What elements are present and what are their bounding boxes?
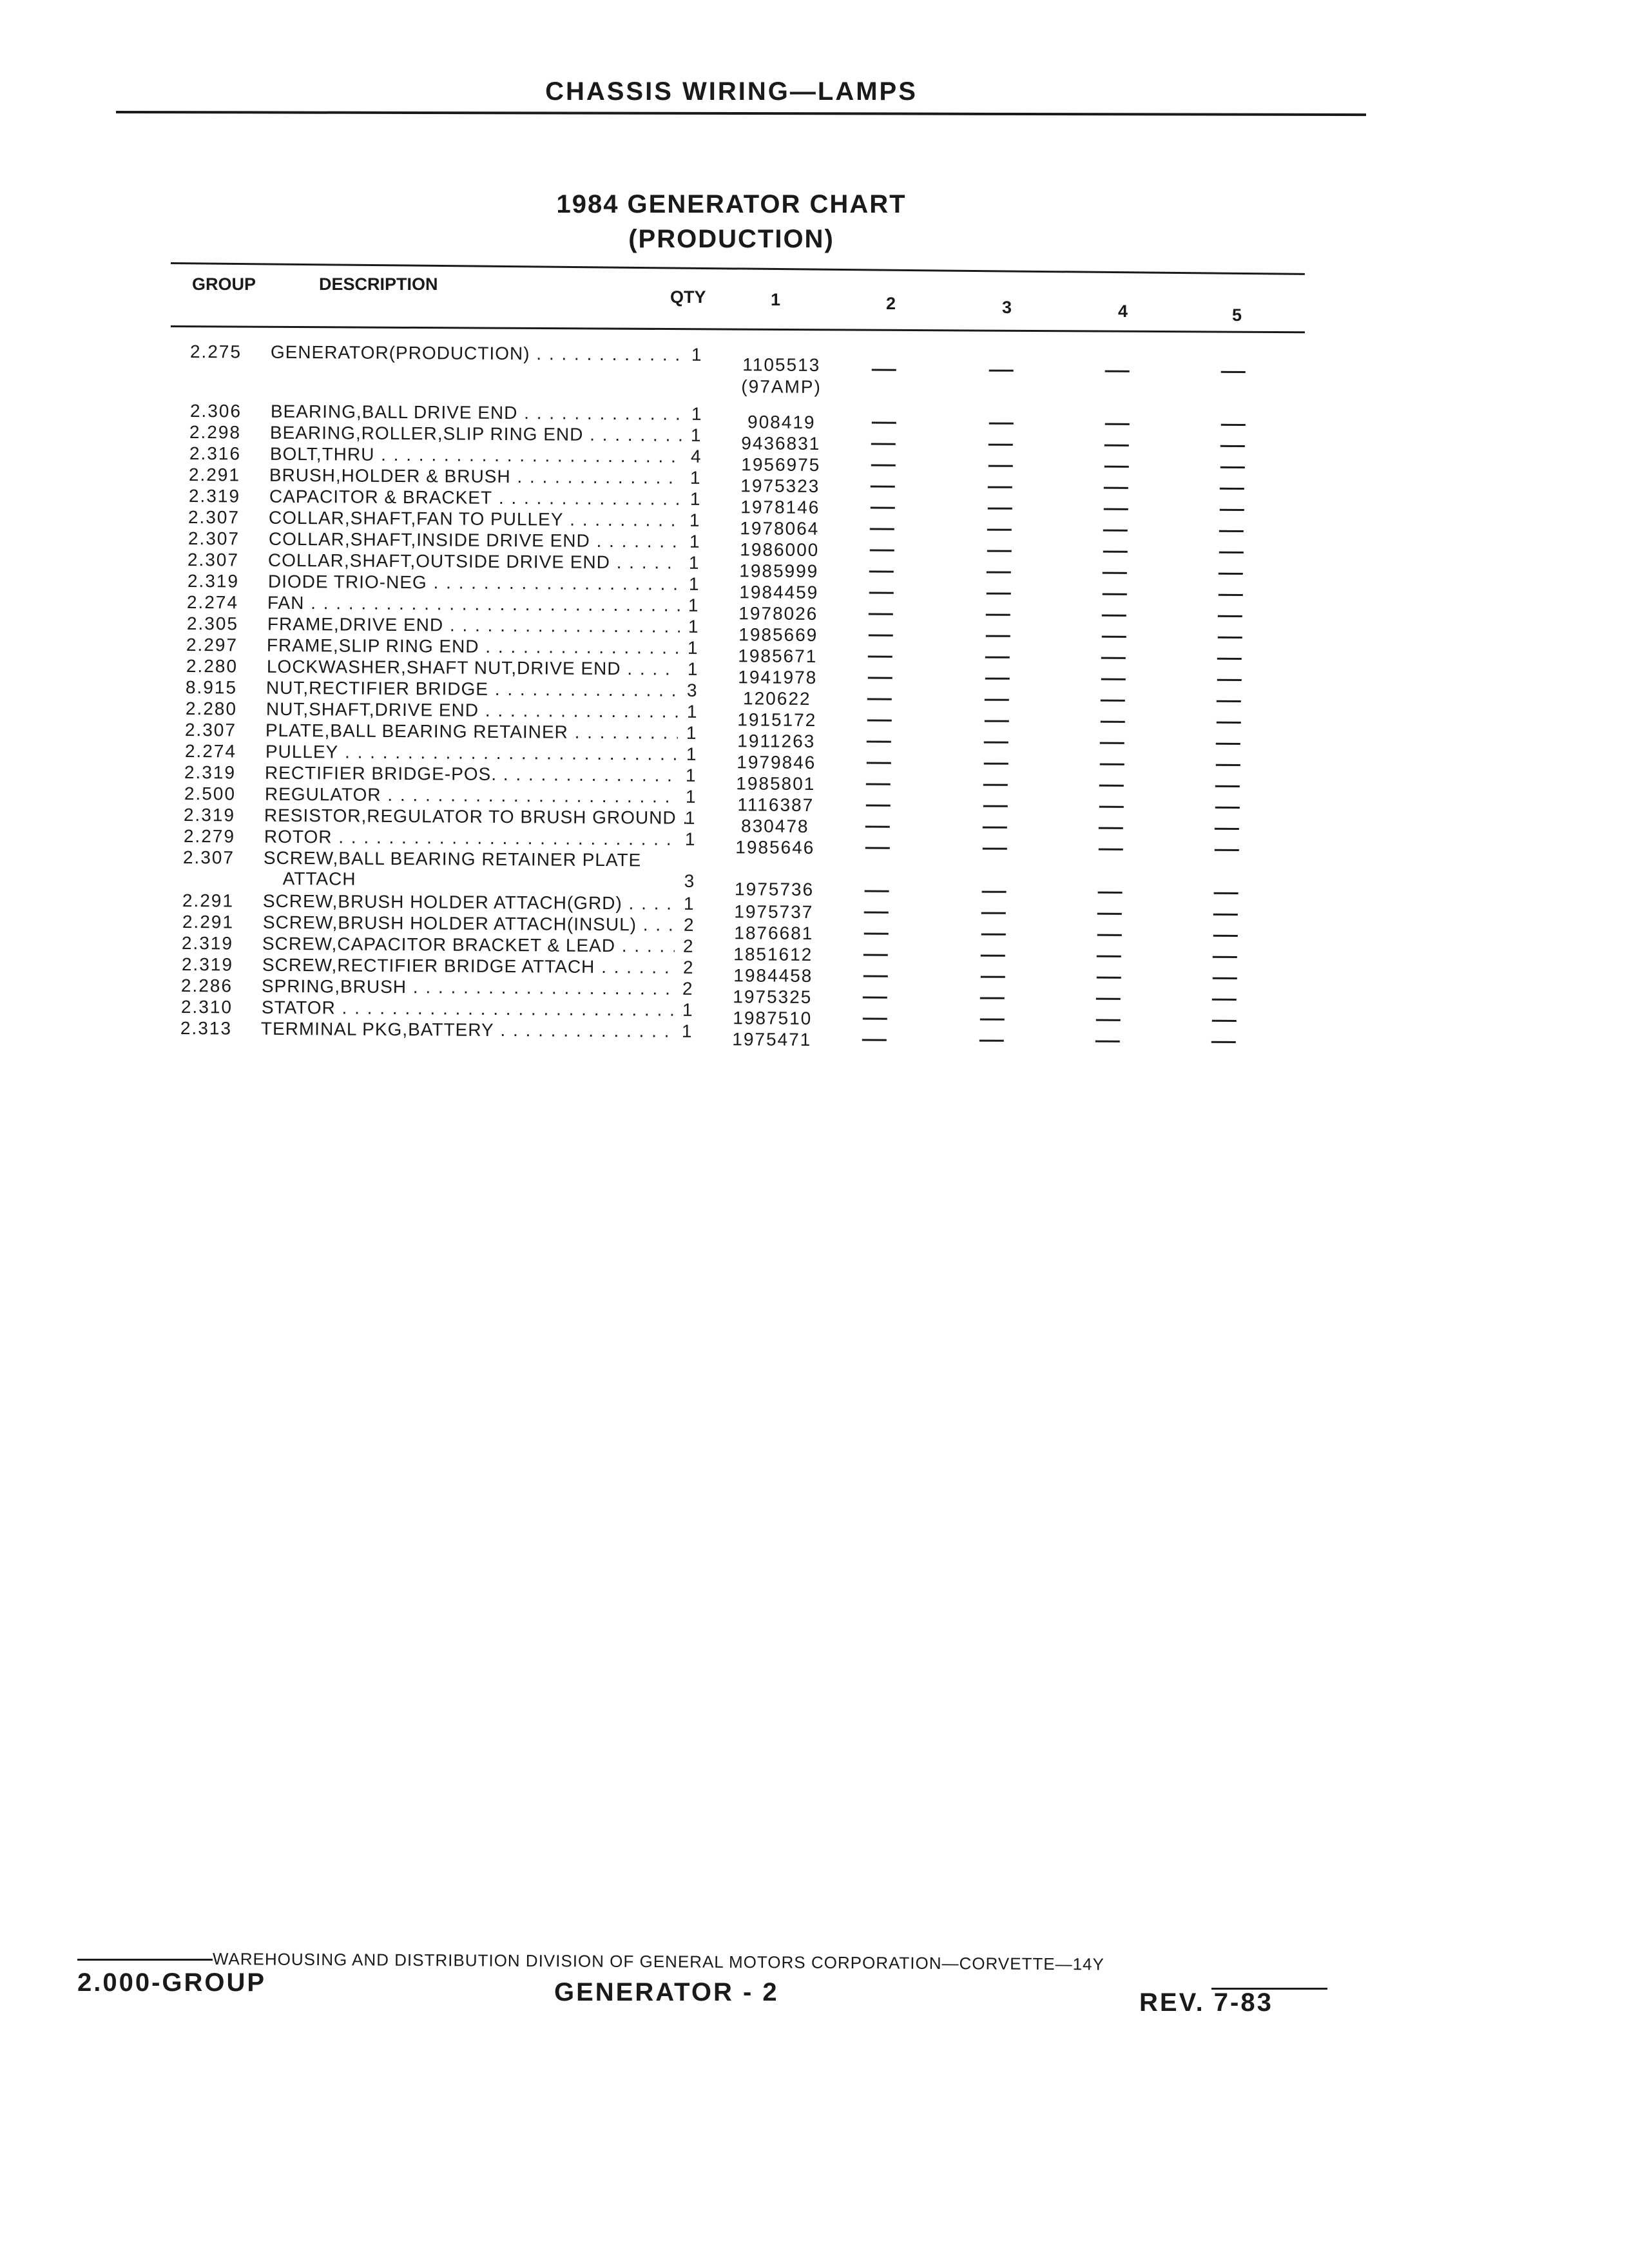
dash-col-2 — [862, 1039, 887, 1041]
dash-col-5 — [1220, 466, 1245, 468]
group-number: 2.298 — [189, 422, 242, 443]
dash-col-3 — [989, 370, 1014, 372]
group-number: 2.291 — [182, 912, 235, 932]
dash-col-4 — [1101, 657, 1126, 659]
part-description: FRAME,SLIP RING END . . . — [267, 635, 679, 658]
dash-col-5 — [1219, 594, 1243, 596]
dash-col-3 — [986, 635, 1010, 637]
dash-col-5 — [1213, 914, 1238, 916]
table-top-rule — [171, 262, 1305, 275]
quantity: 1 — [688, 616, 699, 637]
dash-col-2 — [867, 762, 891, 764]
part-number: 1985646 — [735, 837, 815, 858]
column-header-4: 4 — [1118, 302, 1128, 321]
dash-col-5 — [1211, 1041, 1236, 1043]
part-description: STATOR . . . — [262, 997, 674, 1021]
column-header-description: DESCRIPTION — [319, 274, 438, 294]
dash-col-2 — [866, 804, 891, 806]
quantity: 1 — [688, 552, 699, 573]
dash-col-2 — [869, 634, 893, 636]
dash-col-3 — [983, 805, 1008, 807]
part-number: 1975737 — [734, 901, 814, 922]
dash-col-2 — [871, 485, 895, 487]
group-number: 2.313 — [180, 1018, 233, 1039]
quantity: 1 — [683, 893, 694, 914]
part-description: RECTIFIER BRIDGE-POS. . . . — [265, 763, 677, 786]
dash-col-5 — [1213, 977, 1237, 979]
part-number: 9436831 — [741, 433, 821, 454]
quantity: 1 — [691, 344, 702, 365]
group-number: 2.274 — [186, 592, 239, 613]
dash-col-3 — [987, 529, 1012, 531]
part-description: FAN . . . — [267, 593, 680, 616]
dash-col-4 — [1101, 678, 1126, 680]
part-description: SCREW,RECTIFIER BRIDGE ATTACH . . . — [262, 955, 675, 978]
quantity: 1 — [681, 1021, 692, 1041]
dash-col-4 — [1100, 764, 1124, 765]
dash-col-5 — [1218, 615, 1242, 617]
group-number: 2.319 — [181, 933, 234, 954]
column-header-group: GROUP — [192, 274, 256, 294]
part-number: 120622 — [743, 688, 811, 709]
group-number: 2.307 — [188, 528, 240, 549]
dash-col-5 — [1218, 637, 1242, 639]
dash-col-5 — [1216, 743, 1240, 745]
column-header-qty: QTY — [670, 287, 706, 307]
group-number: 8.915 — [185, 677, 238, 698]
dash-col-2 — [869, 570, 894, 572]
dash-col-5 — [1219, 573, 1243, 575]
dash-col-4 — [1096, 998, 1121, 1000]
quantity: 3 — [686, 680, 697, 700]
dash-col-2 — [869, 591, 894, 593]
dash-col-4 — [1099, 849, 1123, 850]
group-number: 2.291 — [182, 890, 235, 911]
footer-group: 2.000-GROUP — [77, 1968, 267, 1997]
part-description: FRAME,DRIVE END . . . — [267, 614, 680, 637]
dash-col-3 — [985, 720, 1009, 722]
group-number: 2.307 — [187, 550, 240, 570]
part-description: CAPACITOR & BRACKET . . . — [269, 486, 682, 510]
dash-col-2 — [871, 506, 895, 508]
quantity: 2 — [683, 914, 694, 935]
dash-col-2 — [867, 740, 891, 742]
dash-col-3 — [987, 550, 1012, 552]
quantity: 1 — [690, 425, 701, 445]
group-number: 2.500 — [184, 783, 236, 804]
quantity: 1 — [689, 488, 700, 509]
part-number: 1984459 — [739, 582, 819, 602]
dash-col-3 — [989, 423, 1014, 425]
dash-col-3 — [984, 763, 1008, 765]
dash-col-2 — [865, 890, 889, 892]
dash-col-2 — [867, 698, 892, 700]
group-number: 2.307 — [182, 847, 235, 868]
dash-col-2 — [867, 719, 892, 721]
dash-col-4 — [1098, 892, 1123, 894]
dash-col-5 — [1215, 849, 1239, 851]
part-description: BEARING,ROLLER,SLIP RING END . . . — [270, 423, 682, 446]
dash-col-3 — [980, 997, 1005, 999]
dash-col-3 — [988, 444, 1013, 446]
footer-left-rule — [77, 1959, 213, 1961]
dash-col-2 — [865, 847, 890, 849]
part-number: 1985671 — [738, 646, 818, 666]
dash-col-3 — [982, 891, 1007, 893]
dash-col-3 — [981, 976, 1005, 978]
dash-col-2 — [868, 655, 892, 657]
dash-col-5 — [1212, 1020, 1237, 1022]
group-number: 2.305 — [186, 613, 239, 634]
quantity: 1 — [689, 531, 700, 552]
dash-col-4 — [1097, 977, 1121, 979]
dash-col-5 — [1221, 424, 1246, 426]
part-number: 1985669 — [738, 624, 818, 645]
dash-col-4 — [1099, 827, 1123, 829]
dash-col-5 — [1217, 722, 1241, 724]
quantity: 4 — [690, 446, 701, 466]
part-number: 1915172 — [737, 709, 817, 730]
group-number: 2.297 — [186, 635, 238, 655]
chart-title-line1: 1984 GENERATOR CHART — [556, 190, 907, 218]
part-description: NUT,SHAFT,DRIVE END . . . — [266, 699, 679, 722]
dash-col-3 — [981, 912, 1006, 914]
part-number-note: (97AMP) — [741, 376, 822, 397]
quantity: 2 — [682, 978, 693, 999]
group-number: 2.319 — [183, 805, 236, 825]
dash-col-3 — [984, 742, 1008, 744]
part-description: COLLAR,SHAFT,FAN TO PULLEY . . . — [269, 508, 681, 531]
dash-col-2 — [871, 464, 896, 466]
group-number: 2.280 — [186, 656, 238, 677]
quantity: 1 — [684, 829, 695, 849]
part-number: 1978146 — [740, 497, 820, 517]
group-number: 2.319 — [181, 954, 234, 975]
dash-col-2 — [863, 1017, 887, 1019]
quantity: 2 — [682, 936, 693, 956]
dash-col-4 — [1097, 956, 1121, 957]
quantity: 1 — [682, 999, 693, 1020]
dash-col-2 — [868, 677, 892, 678]
part-description: DIODE TRIO-NEG . . . — [268, 572, 680, 595]
dash-col-4 — [1101, 700, 1125, 702]
dash-col-2 — [866, 783, 891, 785]
part-description: REGULATOR . . . — [265, 784, 677, 807]
part-number: 1956975 — [741, 454, 821, 475]
part-description: COLLAR,SHAFT,INSIDE DRIVE END . . . — [269, 529, 681, 552]
part-number: 1975471 — [732, 1029, 812, 1050]
dash-col-5 — [1215, 785, 1240, 787]
part-description-continued: ATTACH — [282, 868, 356, 889]
dash-col-5 — [1215, 807, 1240, 809]
dash-col-3 — [979, 1040, 1004, 1042]
chart-title — [0, 187, 1463, 256]
dash-col-5 — [1214, 892, 1239, 894]
dash-col-2 — [864, 932, 889, 934]
dash-col-5 — [1212, 999, 1237, 1001]
group-number: 2.310 — [180, 997, 233, 1017]
part-description: SCREW,BALL BEARING RETAINER PLATE — [263, 847, 642, 870]
part-description: NUT,RECTIFIER BRIDGE . . . — [266, 678, 679, 701]
dash-col-2 — [872, 369, 896, 370]
footer-company-text: WAREHOUSING AND DISTRIBUTION DIVISION OF GENERAL MOTORS CORPORATION—CORVETTE—14Y — [212, 1949, 1104, 1974]
dash-col-5 — [1215, 828, 1239, 830]
quantity: 2 — [682, 957, 693, 977]
chart-title-line2: (PRODUCTION) — [628, 225, 834, 253]
part-number: 1985999 — [739, 561, 819, 581]
dash-col-2 — [865, 825, 890, 827]
quantity: 1 — [685, 765, 696, 785]
part-number-value: 1105513 — [742, 354, 821, 375]
dash-col-3 — [986, 614, 1010, 616]
part-number: 1978026 — [738, 603, 818, 624]
dash-col-5 — [1217, 679, 1242, 681]
dash-col-3 — [985, 657, 1010, 658]
dash-col-4 — [1096, 1019, 1121, 1021]
dash-col-4 — [1105, 370, 1130, 372]
part-description: SCREW,BRUSH HOLDER ATTACH(INSUL) . . . — [263, 912, 675, 936]
footer-page: GENERATOR - 2 — [554, 1978, 779, 2006]
dash-col-3 — [983, 848, 1007, 850]
dash-col-4 — [1099, 785, 1124, 787]
header-rule — [116, 111, 1366, 116]
footer-company-line — [213, 1949, 1104, 1974]
dash-col-3 — [983, 784, 1008, 786]
dash-col-4 — [1101, 721, 1125, 723]
footer-revision: REV. 7-83 — [1139, 1988, 1273, 2017]
column-header-1: 1 — [771, 290, 781, 309]
dash-col-2 — [863, 954, 888, 956]
part-description: LOCKWASHER,SHAFT NUT,DRIVE END . . . — [267, 657, 679, 680]
dash-col-3 — [985, 678, 1010, 680]
dash-col-3 — [981, 934, 1006, 936]
dash-col-2 — [863, 996, 887, 998]
dash-col-2 — [872, 421, 896, 423]
part-number: 1911263 — [737, 731, 816, 751]
quantity: 1 — [689, 510, 700, 530]
group-number: 2.280 — [185, 698, 238, 719]
dash-col-3 — [983, 827, 1007, 829]
dash-col-4 — [1103, 551, 1128, 553]
dash-col-3 — [985, 699, 1009, 701]
part-description: TERMINAL PKG,BATTERY . . . — [261, 1019, 673, 1042]
group-number: 2.316 — [189, 443, 242, 464]
part-description: SCREW,BRUSH HOLDER ATTACH(GRD) . . . — [263, 891, 675, 914]
dash-col-3 — [987, 572, 1011, 573]
part-number: 1975736 — [735, 879, 815, 899]
group-number: 2.291 — [188, 465, 241, 485]
part-description: SCREW,CAPACITOR BRACKET & LEAD . . . — [262, 934, 675, 957]
dash-col-4 — [1105, 423, 1130, 425]
part-number: 830478 — [741, 816, 809, 836]
dash-col-4 — [1103, 593, 1127, 595]
quantity: 1 — [691, 403, 702, 424]
part-description: BOLT,THRU . . . — [270, 444, 682, 467]
dash-col-3 — [988, 508, 1012, 510]
group-number: 2.275 — [189, 341, 242, 362]
part-description: SPRING,BRUSH . . . — [262, 976, 674, 999]
part-description: BEARING,BALL DRIVE END . . . — [271, 401, 683, 425]
quantity: 1 — [684, 807, 695, 828]
group-number: 2.307 — [188, 507, 240, 528]
group-number: 2.319 — [184, 762, 236, 783]
column-header-2: 2 — [886, 294, 896, 313]
part-number: 1986000 — [740, 539, 820, 560]
part-number: 1975323 — [740, 476, 820, 496]
part-number: 1978064 — [740, 518, 820, 539]
part-number: 1116387 — [737, 794, 815, 815]
dash-col-3 — [988, 465, 1013, 467]
dash-col-4 — [1097, 934, 1122, 936]
dash-col-4 — [1104, 445, 1129, 447]
group-number: 2.319 — [188, 486, 241, 506]
dash-col-2 — [869, 613, 893, 615]
part-number: 1851612 — [733, 944, 813, 965]
dash-col-4 — [1104, 487, 1128, 489]
group-number: 2.274 — [184, 741, 237, 762]
quantity: 1 — [687, 637, 698, 658]
table-header-rule — [171, 325, 1305, 333]
dash-col-2 — [870, 528, 894, 530]
group-number: 2.307 — [184, 720, 237, 740]
dash-col-5 — [1216, 764, 1240, 766]
dash-col-4 — [1104, 466, 1129, 468]
dash-col-5 — [1219, 530, 1244, 532]
dash-col-5 — [1221, 371, 1246, 373]
quantity: 1 — [685, 786, 696, 807]
dash-col-3 — [981, 955, 1005, 957]
part-description: GENERATOR(PRODUCTION) . . . — [271, 342, 683, 365]
dash-col-4 — [1100, 742, 1124, 744]
dash-col-3 — [987, 593, 1011, 595]
column-header-3: 3 — [1002, 298, 1012, 317]
dash-col-4 — [1097, 913, 1122, 915]
part-description: ROTOR . . . — [264, 827, 677, 850]
table-row — [189, 341, 1447, 397]
dash-col-3 — [980, 1019, 1005, 1021]
part-number: 1975325 — [733, 986, 813, 1007]
quantity: 1 — [686, 744, 697, 764]
dash-col-4 — [1099, 806, 1124, 808]
group-number: 2.286 — [180, 975, 233, 996]
part-number: 908419 — [747, 412, 816, 432]
part-description: PULLEY . . . — [265, 742, 678, 765]
quantity: 1 — [687, 658, 698, 679]
part-number: 1987510 — [733, 1008, 813, 1028]
group-number: 2.319 — [187, 571, 240, 591]
quantity: 1 — [688, 595, 699, 615]
part-number: 1985801 — [736, 773, 816, 794]
part-number: 1876681 — [734, 923, 814, 943]
dash-col-2 — [870, 549, 894, 551]
quantity: 1 — [686, 722, 697, 743]
dash-col-3 — [988, 486, 1012, 488]
part-number: 1984458 — [733, 965, 813, 986]
column-header-5: 5 — [1232, 305, 1242, 325]
part-number: 1941978 — [738, 667, 818, 687]
dash-col-4 — [1095, 1041, 1120, 1043]
dash-col-5 — [1220, 445, 1245, 447]
part-description: BRUSH,HOLDER & BRUSH . . . — [269, 465, 682, 488]
part-description: RESISTOR,REGULATOR TO BRUSH GROUND . . . — [264, 805, 689, 829]
dash-col-5 — [1217, 700, 1241, 702]
quantity: 1 — [686, 701, 697, 722]
dash-col-4 — [1103, 530, 1128, 532]
dash-col-5 — [1220, 488, 1244, 490]
dash-col-4 — [1102, 615, 1126, 617]
quantity: 3 — [684, 870, 695, 891]
part-description: PLATE,BALL BEARING RETAINER . . . — [265, 720, 678, 744]
dash-col-5 — [1213, 935, 1238, 937]
dash-col-5 — [1217, 658, 1242, 660]
group-number: 2.306 — [189, 401, 242, 421]
part-number — [729, 354, 833, 398]
group-number: 2.279 — [183, 826, 236, 847]
dash-col-4 — [1102, 636, 1126, 638]
dash-col-4 — [1104, 508, 1128, 510]
dash-col-5 — [1219, 552, 1244, 553]
section-title: CHASSIS WIRING—LAMPS — [545, 77, 918, 106]
dash-col-5 — [1220, 509, 1244, 511]
dash-col-2 — [871, 443, 896, 445]
quantity: 1 — [688, 573, 699, 594]
part-description: COLLAR,SHAFT,OUTSIDE DRIVE END . . . — [268, 550, 680, 573]
dash-col-5 — [1213, 956, 1237, 958]
part-number: 1979846 — [737, 752, 816, 773]
dash-col-2 — [863, 975, 888, 977]
dash-col-2 — [864, 911, 889, 913]
quantity: 1 — [689, 467, 700, 488]
dash-col-4 — [1103, 572, 1127, 574]
